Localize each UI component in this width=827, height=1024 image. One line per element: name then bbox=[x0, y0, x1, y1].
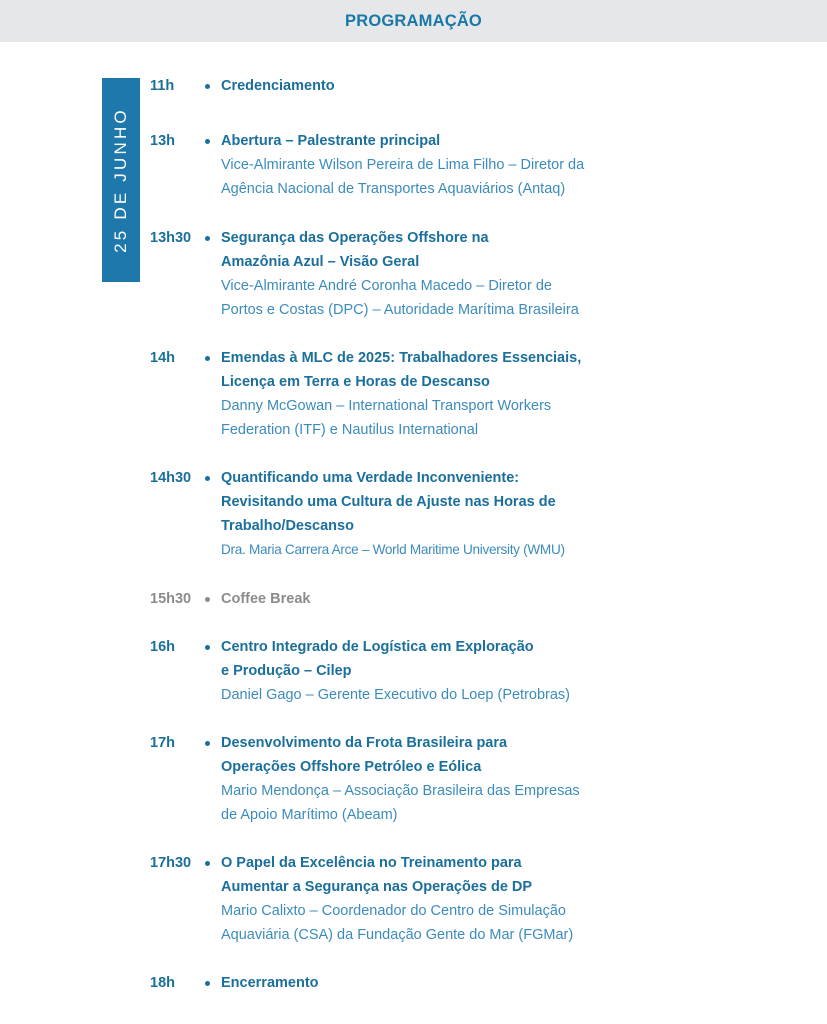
session-speaker: Vice-Almirante Wilson Pereira de Lima Filho – Diretor da bbox=[221, 157, 585, 173]
session-speaker: Danny McGowan – International Transport Workers bbox=[221, 398, 552, 414]
session-title: Abertura – Palestrante principal bbox=[221, 133, 441, 149]
schedule-item-14h bbox=[150, 346, 710, 442]
session-speaker: Portos e Costas (DPC) – Autoridade Marítima Brasileira bbox=[221, 302, 579, 318]
session-time: 16h bbox=[150, 639, 175, 655]
date-tab bbox=[102, 78, 140, 282]
session-time: 17h30 bbox=[150, 855, 192, 871]
session-title: Amazônia Azul – Visão Geral bbox=[221, 254, 420, 270]
session-title: Quantificando uma Verdade Inconveniente: bbox=[221, 470, 520, 486]
schedule-item-13h30 bbox=[150, 226, 710, 322]
session-title: Licença em Terra e Horas de Descanso bbox=[221, 374, 490, 390]
session-title: Revisitando uma Cultura de Ajuste nas Horas de bbox=[221, 494, 556, 510]
session-time: 14h bbox=[150, 350, 175, 366]
bullet-icon bbox=[205, 981, 210, 986]
schedule-item-16h bbox=[150, 635, 710, 707]
schedule-item-17h bbox=[150, 731, 710, 827]
session-time: 14h30 bbox=[150, 470, 192, 486]
schedule-item-15h30 bbox=[150, 587, 710, 611]
bullet-icon bbox=[205, 476, 210, 481]
session-title: Desenvolvimento da Frota Brasileira para bbox=[221, 735, 508, 751]
session-title: Operações Offshore Petróleo e Eólica bbox=[221, 759, 482, 775]
session-title: Coffee Break bbox=[221, 591, 311, 607]
session-speaker: Vice-Almirante André Coronha Macedo – Diretor de bbox=[221, 278, 552, 294]
session-title: O Papel da Excelência no Treinamento para bbox=[221, 855, 522, 871]
session-time: 15h30 bbox=[150, 591, 192, 607]
session-speaker: Dra. Maria Carrera Arce – World Maritime University (WMU) bbox=[221, 542, 565, 557]
schedule-item-11h bbox=[150, 74, 710, 98]
session-speaker: Aquaviária (CSA) da Fundação Gente do Mar (FGMar) bbox=[221, 927, 574, 943]
schedule-item-14h30 bbox=[150, 466, 710, 562]
schedule-item-18h bbox=[150, 971, 710, 995]
bullet-icon bbox=[205, 597, 210, 602]
session-title: Encerramento bbox=[221, 975, 319, 991]
session-title: Emendas à MLC de 2025: Trabalhadores Essenciais, bbox=[221, 350, 582, 366]
session-title: e Produção – Cilep bbox=[221, 663, 352, 679]
page-title: PROGRAMAÇÃO bbox=[345, 11, 482, 30]
session-speaker: Agência Nacional de Transportes Aquaviários (Antaq) bbox=[221, 181, 566, 197]
session-speaker: Mario Calixto – Coordenador do Centro de Simulação bbox=[221, 903, 566, 919]
session-title: Aumentar a Segurança nas Operações de DP bbox=[221, 879, 533, 895]
bullet-icon bbox=[205, 84, 210, 89]
session-speaker: Federation (ITF) e Nautilus International bbox=[221, 422, 479, 438]
session-time: 13h30 bbox=[150, 230, 192, 246]
schedule-item-13h bbox=[150, 129, 710, 201]
header-bar bbox=[0, 0, 827, 42]
session-title: Trabalho/Descanso bbox=[221, 518, 354, 534]
bullet-icon bbox=[205, 236, 210, 241]
session-time: 17h bbox=[150, 735, 175, 751]
schedule-item-17h30 bbox=[150, 851, 710, 947]
session-title: Centro Integrado de Logística em Exploração bbox=[221, 639, 534, 655]
bullet-icon bbox=[205, 861, 210, 866]
bullet-icon bbox=[205, 356, 210, 361]
session-title: Segurança das Operações Offshore na bbox=[221, 230, 489, 246]
session-time: 11h bbox=[150, 78, 175, 94]
date-label: 25 DE JUNHO bbox=[111, 107, 130, 253]
bullet-icon bbox=[205, 139, 210, 144]
session-speaker: de Apoio Marítimo (Abeam) bbox=[221, 807, 398, 823]
session-time: 13h bbox=[150, 133, 175, 149]
session-time: 18h bbox=[150, 975, 175, 991]
session-title: Credenciamento bbox=[221, 78, 335, 94]
session-speaker: Daniel Gago – Gerente Executivo do Loep (Petrobras) bbox=[221, 687, 571, 703]
bullet-icon bbox=[205, 741, 210, 746]
session-speaker: Mario Mendonça – Associação Brasileira das Empresas bbox=[221, 783, 580, 799]
bullet-icon bbox=[205, 645, 210, 650]
